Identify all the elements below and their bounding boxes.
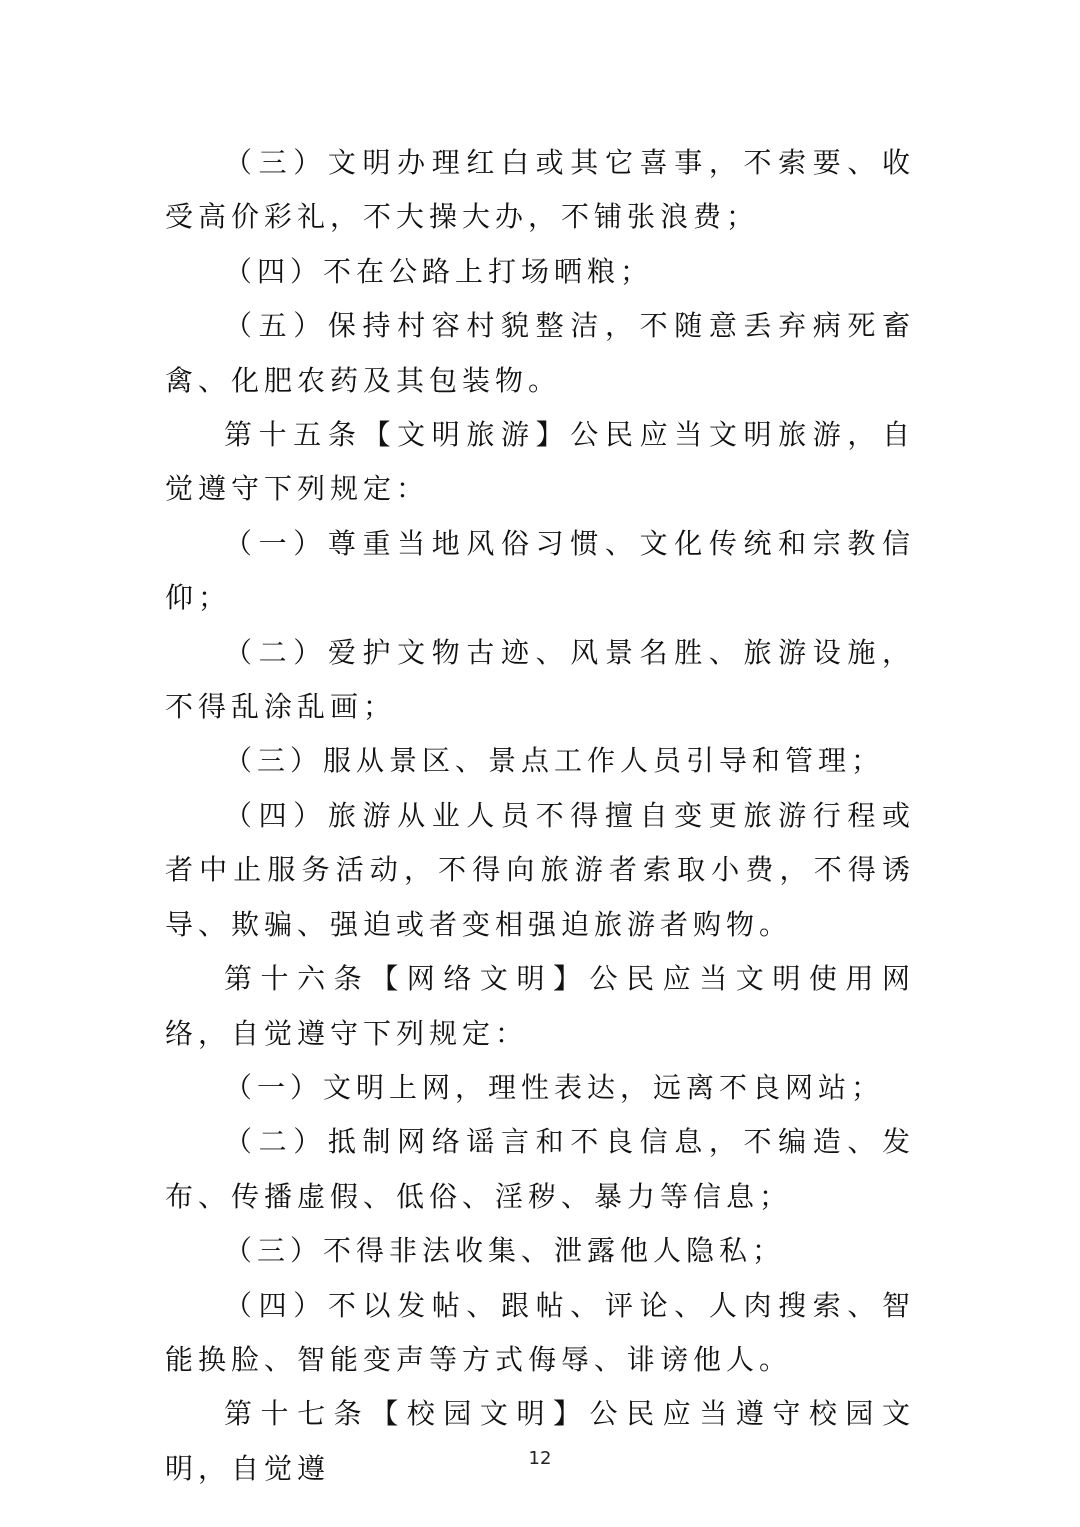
paragraph: （三）服从景区、景点工作人员引导和管理； [224, 744, 885, 778]
paragraph: （二）抵制网络谣言和不良信息，不编造、发布、传播虚假、低俗、淫秽、暴力等信息； [165, 1125, 915, 1213]
paragraph: （二）爱护文物古迹、风景名胜、旅游设施，不得乱涂乱画； [165, 635, 915, 724]
page-number: 12 [528, 1448, 552, 1469]
paragraph: （四）旅游从业人员不得擅自变更旅游行程或者中止服务活动，不得向旅游者索取小费，不得诱导、欺骗、强迫或者变相强迫旅游者购物。 [165, 798, 915, 941]
paragraph: （一）尊重当地风俗习惯、文化传统和宗教信仰； [165, 526, 915, 615]
article-heading-paragraph: 第十五条【文明旅游】公民应当文明旅游，自觉遵守下列规定： [165, 418, 915, 506]
body-text [165, 136, 915, 1496]
paragraph: （四）不在公路上打场晒粮； [224, 254, 654, 288]
paragraph: （一）文明上网，理性表达，远离不良网站； [224, 1070, 885, 1104]
article-heading-paragraph: 第十七条【校园文明】公民应当遵守校园文明，自觉遵 [165, 1397, 915, 1485]
paragraph: （三）文明办理红白或其它喜事，不索要、收受高价彩礼，不大操大办，不铺张浪费； [165, 146, 915, 234]
article-heading-paragraph: 第十六条【网络文明】公民应当文明使用网络，自觉遵守下列规定： [165, 962, 915, 1050]
paragraph: （三）不得非法收集、泄露他人隐私； [224, 1234, 786, 1268]
paragraph: （四）不以发帖、跟帖、评论、人肉搜索、智能换脸、智能变声等方式侮辱、诽谤他人。 [165, 1288, 915, 1376]
paragraph: （五）保持村容村貌整洁，不随意丢弃病死畜禽、化肥农药及其包装物。 [165, 309, 915, 397]
